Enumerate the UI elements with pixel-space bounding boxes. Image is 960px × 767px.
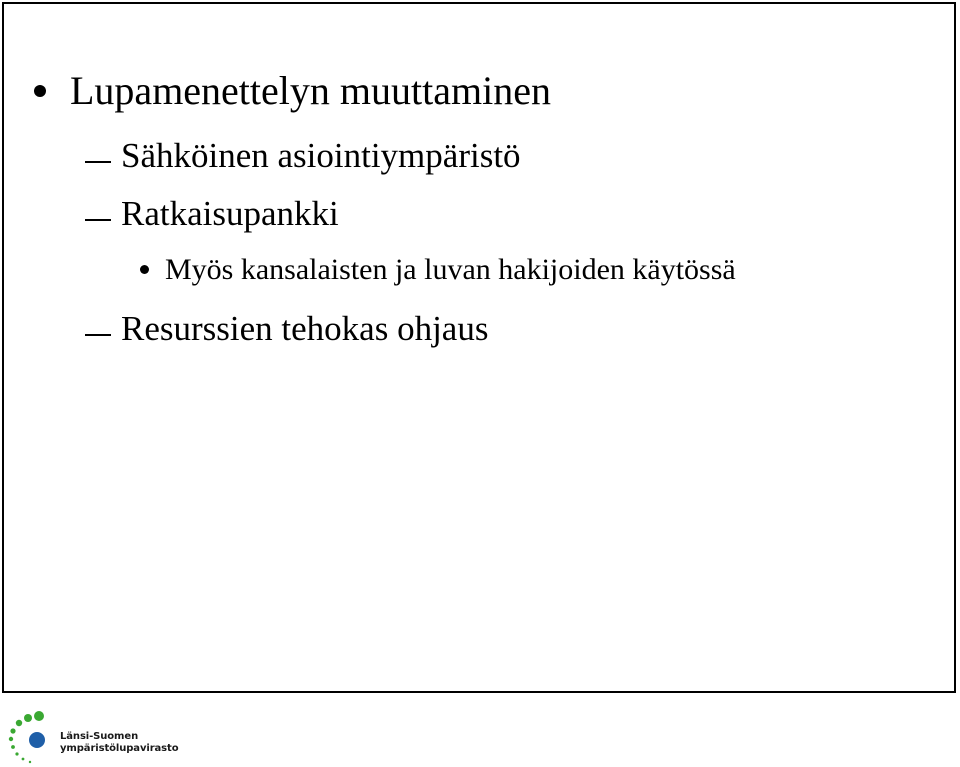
sub-bullet-text: Myös kansalaisten ja luvan hakijoiden käytössä — [165, 253, 736, 286]
organization-logo — [8, 708, 179, 764]
dash-text: Ratkaisupankki — [121, 194, 339, 233]
bullet-text: Lupamenettelyn muuttaminen — [70, 68, 551, 113]
sub-bullet-item-myos — [140, 255, 736, 285]
dash-text: Sähköinen asiointiympäristö — [121, 136, 521, 175]
dash-item-sahkoinen — [85, 138, 521, 173]
logo-text — [60, 731, 179, 755]
dots-logo-icon — [8, 708, 54, 764]
bullet-icon — [140, 265, 149, 274]
logo-line-1: Länsi-Suomen — [60, 731, 139, 742]
dash-text: Resurssien tehokas ohjaus — [121, 309, 489, 348]
bullet-item-lupamenettelyn — [34, 68, 551, 113]
dash-item-resurssien — [85, 311, 488, 346]
dash-icon — [85, 161, 111, 163]
bullet-icon — [34, 85, 46, 97]
dash-item-ratkaisupankki — [85, 196, 339, 231]
dash-icon — [85, 219, 111, 221]
dash-icon — [85, 334, 111, 336]
logo-line-2: ympäristölupavirasto — [60, 743, 179, 754]
